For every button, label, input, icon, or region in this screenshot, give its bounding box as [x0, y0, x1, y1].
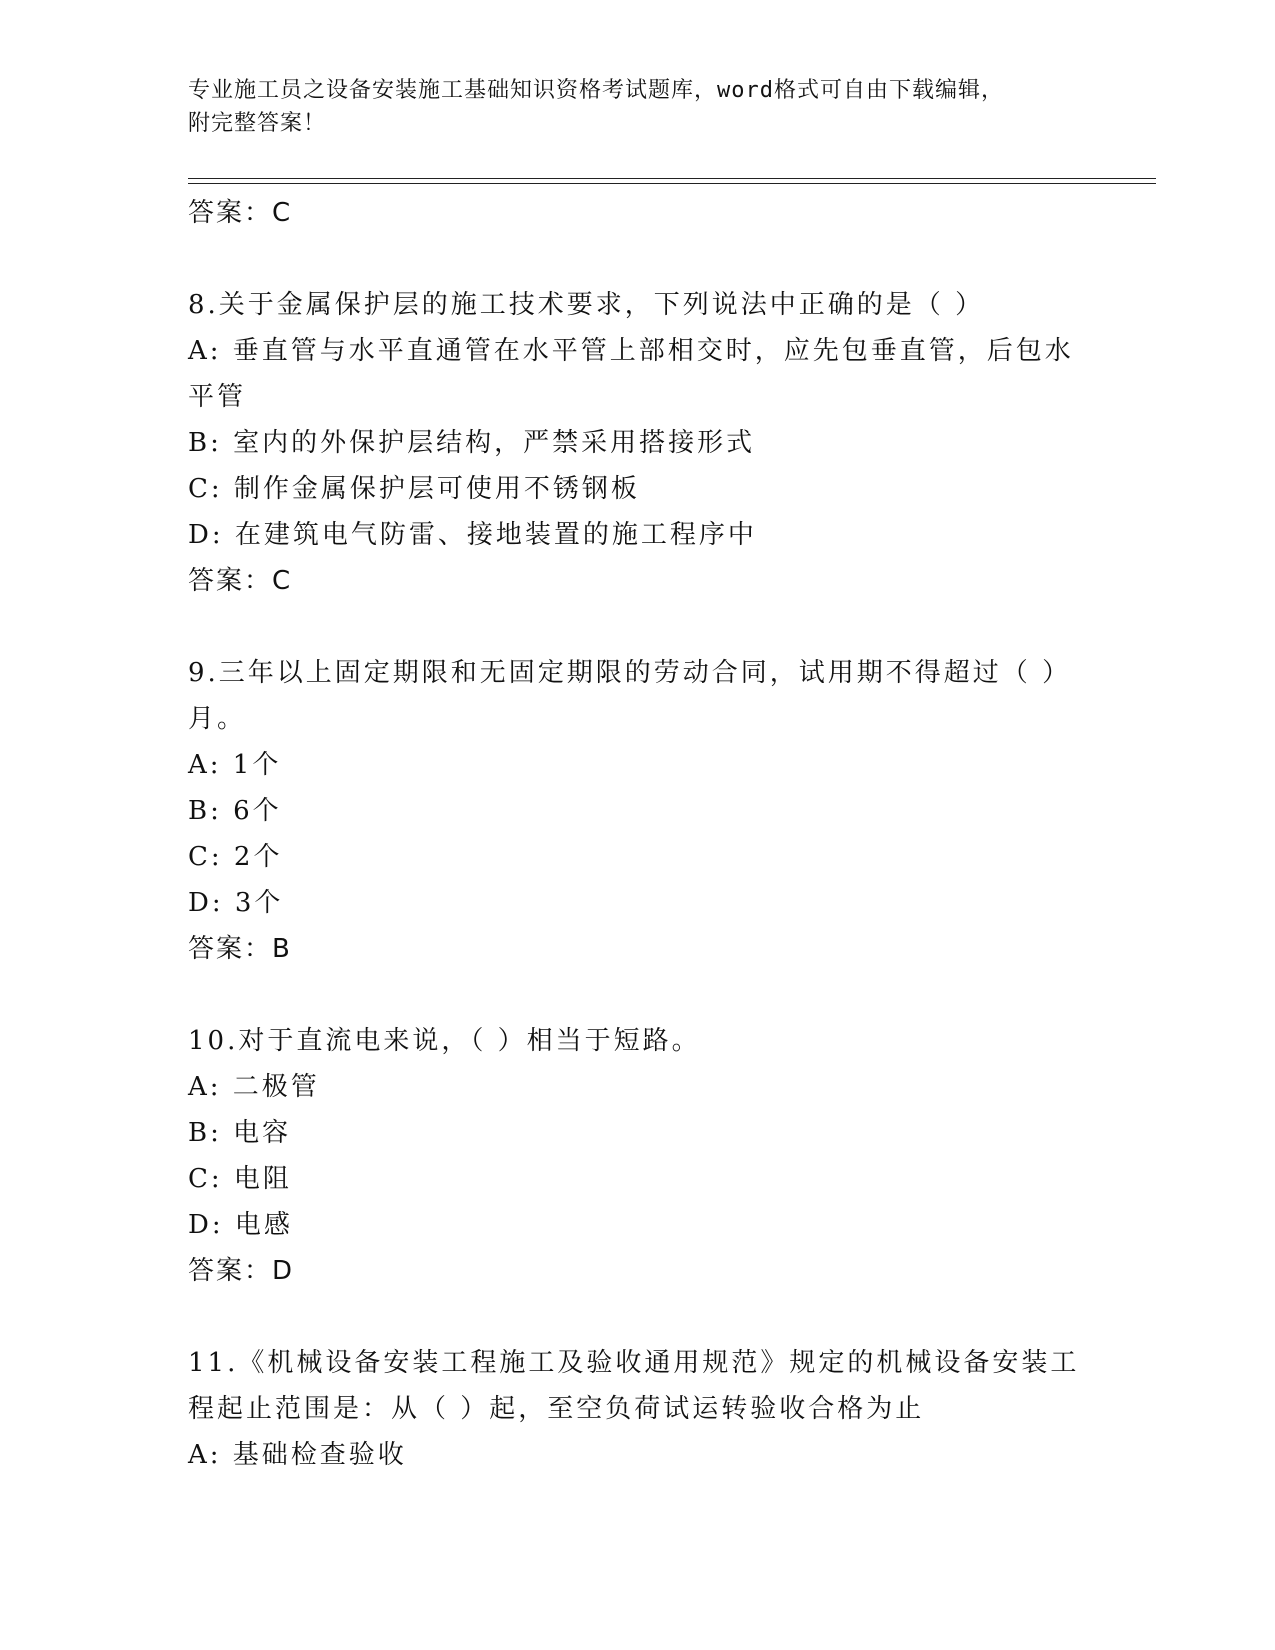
question-stem-continued: 程起止范围是：从（ ）起，至空负荷试运转验收合格为止 — [188, 1394, 925, 1424]
question-stem: 10.对于直流电来说，（ ）相当于短路。 — [188, 1026, 701, 1056]
question-item — [188, 282, 1088, 604]
option-a: A: 基础检查验收 — [188, 1440, 407, 1470]
question-stem: 11.《机械设备安装工程施工及验收通用规范》规定的机械设备安装工 — [188, 1348, 1080, 1378]
spacer — [188, 972, 1088, 1018]
header-line-1: 专业施工员之设备安装施工基础知识资格考试题库，word格式可自由下载编辑， — [188, 78, 1004, 103]
answer: 答案：D — [188, 1256, 295, 1286]
option-d: D: 在建筑电气防雷、接地装置的施工程序中 — [188, 520, 757, 550]
option-c: C: 2个 — [188, 842, 283, 872]
option-d: D: 3个 — [188, 888, 284, 918]
answer: 答案：C — [188, 566, 293, 596]
question-item — [188, 650, 1088, 972]
spacer — [188, 1294, 1088, 1340]
question-item — [188, 1340, 1088, 1478]
spacer — [188, 604, 1088, 650]
option-a: A: 二极管 — [188, 1072, 320, 1102]
option-c: C: 电阻 — [188, 1164, 292, 1194]
option-b: B: 电容 — [188, 1118, 292, 1148]
answer: 答案：B — [188, 934, 292, 964]
question-stem: 8.关于金属保护层的施工技术要求，下列说法中正确的是（ ） — [188, 290, 985, 320]
question-stem: 9.三年以上固定期限和无固定期限的劳动合同，试用期不得超过（ ） — [188, 658, 1072, 688]
option-a: A: 1个 — [188, 750, 282, 780]
option-b: B: 6个 — [188, 796, 282, 826]
option-a-continued: 平管 — [188, 382, 247, 412]
previous-answer: 答案：C — [188, 198, 293, 228]
option-c: C: 制作金属保护层可使用不锈钢板 — [188, 474, 640, 504]
header-divider-top — [188, 178, 1156, 179]
header-line-2: 附完整答案！ — [188, 111, 327, 136]
option-a: A: 垂直管与水平直通管在水平管上部相交时，应先包垂直管，后包水 — [188, 336, 1074, 366]
option-b: B: 室内的外保护层结构，严禁采用搭接形式 — [188, 428, 756, 458]
question-stem-continued: 月。 — [188, 704, 247, 734]
question-item — [188, 1018, 1088, 1294]
question-list — [188, 190, 1088, 1478]
header-divider-bottom — [188, 183, 1156, 184]
document-header — [188, 74, 1088, 140]
spacer — [188, 236, 1088, 282]
option-d: D: 电感 — [188, 1210, 293, 1240]
